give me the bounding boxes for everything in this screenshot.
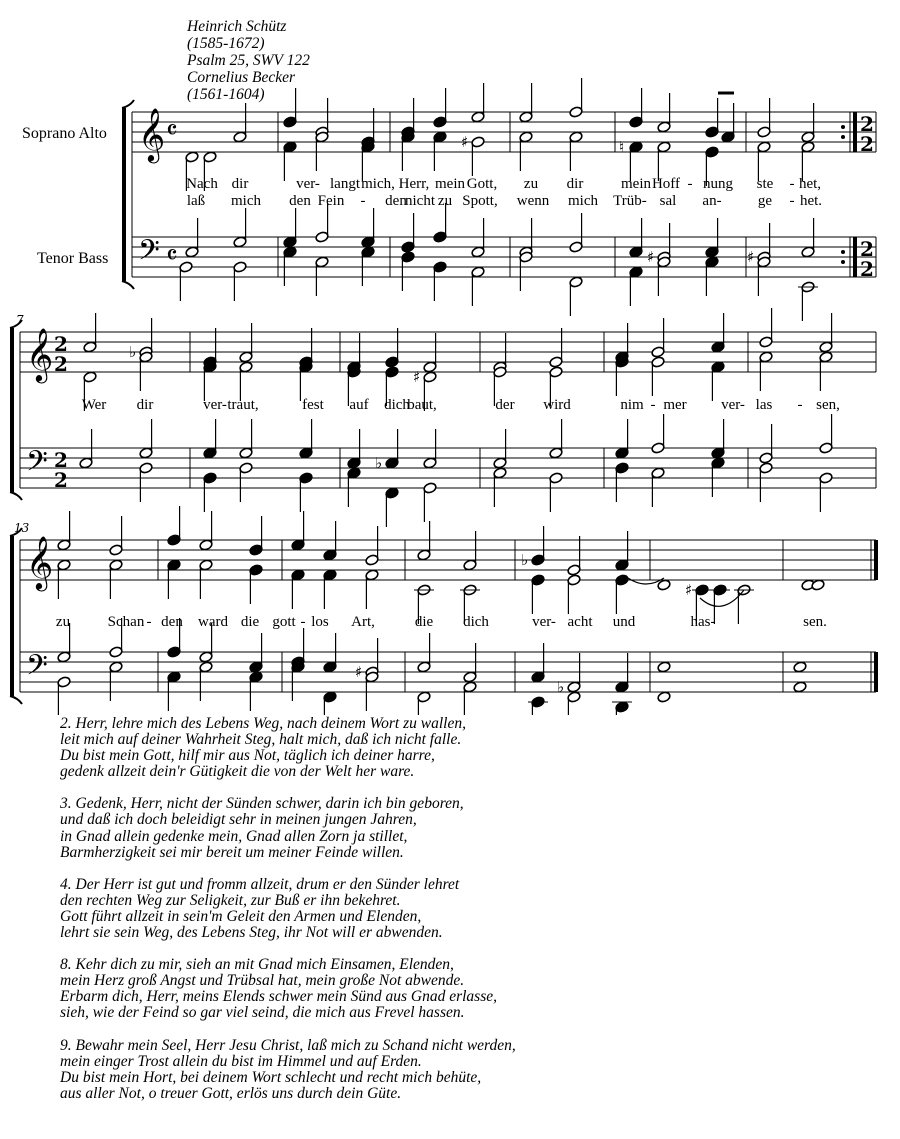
verse-line: Erbarm dich, Herr, meins Elends schwer mein Sünd aus Gnad erlasse, xyxy=(60,988,497,1006)
lyric-syllable: den xyxy=(385,193,407,209)
notehead xyxy=(365,554,379,566)
flat-icon: ♭ xyxy=(129,343,137,361)
notehead xyxy=(347,457,361,469)
verse-line: 4. Der Herr ist gut und fromm allzeit, drum er den Sünder lehret xyxy=(60,875,460,893)
notehead xyxy=(471,136,485,148)
notehead xyxy=(651,346,665,358)
flat-icon: ♭ xyxy=(557,678,565,696)
lyric-syllable: het. xyxy=(799,193,823,209)
notehead xyxy=(711,457,725,469)
notehead xyxy=(657,661,671,673)
bass-clef-icon: 𝄢 xyxy=(26,445,48,485)
lyric-syllable: den xyxy=(161,614,183,630)
lyric-syllable: dir xyxy=(136,397,154,413)
notehead xyxy=(433,261,447,273)
notehead xyxy=(629,141,643,153)
verse-line: Barmherzigkeit sei mir bereit um meiner Feinde willen. xyxy=(60,843,404,861)
lyric-syllable: ver- xyxy=(203,397,227,413)
notehead xyxy=(109,559,123,571)
verse-line: Gott führt allzeit in sein'm Geleit den Armen und Elenden, xyxy=(60,907,422,925)
verse-line: Du bist mein Hort, bei deinem Wort schlecht und recht mich behüte, xyxy=(60,1068,482,1086)
flat-icon: ♮ xyxy=(619,138,625,156)
notehead xyxy=(549,356,563,368)
notehead xyxy=(549,366,563,378)
notehead xyxy=(361,246,375,258)
system-2 xyxy=(10,308,876,527)
notehead xyxy=(109,544,123,556)
notehead xyxy=(569,131,583,143)
notehead xyxy=(721,131,735,143)
notehead xyxy=(385,356,399,368)
notehead xyxy=(531,554,545,566)
notehead xyxy=(233,236,247,248)
repeat-dot xyxy=(841,125,845,129)
lyric-syllable: ver- xyxy=(532,614,556,630)
lyric-syllable: laß xyxy=(186,193,206,209)
verse-3 xyxy=(60,877,516,941)
verse-line: mein Herz groß Angst und Trübsal hat, mein große Not abwende. xyxy=(60,972,465,990)
notehead xyxy=(757,126,771,138)
time-signature-denominator: 2 xyxy=(860,257,874,281)
repeat-dot xyxy=(841,250,845,254)
bracket-bottom xyxy=(10,696,22,704)
verse-line: und daß ich doch beleidigt sehr in meinen jungen Jahren, xyxy=(60,811,417,829)
notehead xyxy=(385,457,399,469)
treble-clef-icon: 𝄞 xyxy=(138,107,166,161)
time-signature-numerator: 2 xyxy=(860,112,874,136)
notehead xyxy=(291,539,305,551)
lyric-syllable: ver- xyxy=(296,176,320,192)
notehead xyxy=(493,467,507,479)
lyric-syllable: het, xyxy=(798,176,822,192)
lyric-syllable: mein xyxy=(435,176,465,192)
lyric-syllable: nicht xyxy=(405,193,435,209)
bracket-bottom xyxy=(10,492,22,500)
notehead xyxy=(433,116,447,128)
notehead xyxy=(57,539,71,551)
notehead xyxy=(199,559,213,571)
lyric-syllable: Nach xyxy=(186,176,218,192)
notehead xyxy=(167,559,181,571)
lyric-syllable: mich xyxy=(231,193,261,209)
notehead xyxy=(705,146,719,158)
notehead xyxy=(299,472,313,484)
lyric-syllable: traut, xyxy=(227,397,259,413)
staff-label-upper: Soprano Alto xyxy=(22,125,107,142)
notehead xyxy=(315,231,329,243)
lyric-syllable: zu xyxy=(55,614,71,630)
verse-1 xyxy=(60,716,516,780)
notehead xyxy=(109,661,123,673)
lyric-syllable: langt xyxy=(330,176,360,192)
notehead xyxy=(185,246,199,258)
notehead xyxy=(759,452,773,464)
notehead xyxy=(423,361,437,373)
lyric-syllable: zu xyxy=(437,193,453,209)
lyric-syllable: die xyxy=(414,614,434,630)
composer-dates: (1585-1672) xyxy=(187,35,265,52)
notehead xyxy=(819,351,833,363)
notehead xyxy=(793,661,807,673)
notehead xyxy=(657,121,671,133)
lyric-syllable: baut, xyxy=(407,397,437,413)
verse-line: den rechten Weg zur Seligkeit, zur Buß er ihn bekehret. xyxy=(60,891,401,909)
notehead xyxy=(83,371,97,383)
notehead xyxy=(139,447,153,459)
lyric-syllable: fest xyxy=(302,397,324,413)
lyric-syllable: die xyxy=(240,614,260,630)
verse-line: lehrt sie sein Weg, des Lebens Steg, ihr Not will er abwenden. xyxy=(60,924,443,942)
notehead xyxy=(323,549,337,561)
repeat-dot xyxy=(841,135,845,139)
notehead xyxy=(79,457,93,469)
composer-name: Heinrich Schütz xyxy=(187,18,287,35)
bass-clef-icon: 𝄢 xyxy=(138,234,160,274)
notehead xyxy=(657,691,671,703)
notehead xyxy=(471,246,485,258)
notehead xyxy=(283,116,297,128)
lyric-syllable: has- xyxy=(690,614,716,630)
lyric-syllable: - xyxy=(360,193,366,209)
verse-line: 3. Gedenk, Herr, nicht der Sünden schwer, darin ich bin geboren, xyxy=(60,795,464,813)
notehead xyxy=(401,241,415,253)
lyric-syllable: nim xyxy=(620,397,644,413)
notehead xyxy=(651,467,665,479)
notehead xyxy=(569,241,583,253)
notehead xyxy=(323,661,337,673)
verse-line: 2. Herr, lehre mich des Lebens Weg, nach deinem Wort zu wallen, xyxy=(60,715,466,732)
notehead xyxy=(385,487,399,499)
sharp-icon: ♯ xyxy=(747,248,755,266)
lyric-syllable: Trüb- xyxy=(613,193,647,209)
notehead xyxy=(233,131,247,143)
notehead xyxy=(199,651,213,663)
lyric-syllable: gott xyxy=(272,614,296,630)
notehead xyxy=(493,457,507,469)
flat-icon: ♭ xyxy=(375,454,383,472)
notehead xyxy=(139,462,153,474)
lyric-syllable: nung xyxy=(703,176,733,192)
lyric-syllable: - xyxy=(146,614,152,630)
notehead xyxy=(471,266,485,278)
notehead xyxy=(567,691,581,703)
notehead xyxy=(651,442,665,454)
time-signature-numerator: 2 xyxy=(54,448,68,472)
notehead xyxy=(657,141,671,153)
notehead xyxy=(199,539,213,551)
notehead xyxy=(759,462,773,474)
notehead xyxy=(417,661,431,673)
notehead xyxy=(801,141,815,153)
notehead xyxy=(203,472,217,484)
lyric-syllable: sen. xyxy=(803,614,827,630)
sharp-icon: ♯ xyxy=(647,248,655,266)
verse-line: aus aller Not, o treuer Gott, erlös uns durch dein Güte. xyxy=(60,1084,402,1102)
notehead xyxy=(801,131,815,143)
notehead xyxy=(811,579,825,591)
time-signature-denominator: 2 xyxy=(54,352,68,376)
lyric-syllable: mein xyxy=(621,176,651,192)
notehead xyxy=(249,564,263,576)
notehead xyxy=(417,549,431,561)
lyric-syllable: sal xyxy=(659,193,677,209)
notehead xyxy=(109,646,123,658)
notehead xyxy=(249,544,263,556)
notehead xyxy=(417,691,431,703)
repeat-dot xyxy=(841,260,845,264)
measure-number: 13 xyxy=(14,521,30,535)
notehead xyxy=(757,141,771,153)
notehead xyxy=(705,256,719,268)
bass-clef-icon: 𝄢 xyxy=(26,649,48,689)
lyric-syllable: ver- xyxy=(721,397,745,413)
notehead xyxy=(283,141,297,153)
notehead xyxy=(711,341,725,353)
notehead xyxy=(167,671,181,683)
lyric-syllable: acht xyxy=(567,614,593,630)
time-signature-denominator: 2 xyxy=(54,468,68,492)
verses-block xyxy=(60,716,516,1118)
system-3 xyxy=(10,506,876,715)
notehead xyxy=(801,246,815,258)
lyricist-name: Cornelius Becker xyxy=(187,69,296,86)
notehead xyxy=(463,671,477,683)
staff-label-lower: Tenor Bass xyxy=(37,250,109,267)
notehead xyxy=(615,447,629,459)
notehead xyxy=(819,472,833,484)
notehead xyxy=(519,111,533,123)
notehead xyxy=(705,246,719,258)
notehead xyxy=(167,646,181,658)
notehead xyxy=(347,467,361,479)
notehead xyxy=(423,482,437,494)
notehead xyxy=(569,106,583,118)
notehead xyxy=(531,671,545,683)
lyric-syllable: los xyxy=(311,614,329,630)
notehead xyxy=(299,447,313,459)
notehead xyxy=(361,236,375,248)
notehead xyxy=(711,361,725,373)
lyric-syllable: - xyxy=(300,614,306,630)
notehead xyxy=(819,341,833,353)
notehead xyxy=(291,569,305,581)
bracket-top xyxy=(122,100,134,108)
notehead xyxy=(629,116,643,128)
notehead xyxy=(549,447,563,459)
notehead xyxy=(239,462,253,474)
notehead xyxy=(629,266,643,278)
verse-line: 9. Bewahr mein Seel, Herr Jesu Christ, laß mich zu Schand nicht werden, xyxy=(60,1036,516,1054)
notehead xyxy=(615,574,629,586)
notehead xyxy=(249,661,263,673)
notehead xyxy=(233,261,247,273)
notehead xyxy=(179,261,193,273)
lyric-syllable: und xyxy=(612,614,636,630)
lyric-syllable: dir xyxy=(231,176,249,192)
lyric-syllable: an- xyxy=(702,193,722,209)
notehead xyxy=(323,691,337,703)
lyric-syllable: ward xyxy=(198,614,228,630)
lyric-syllable: Schan xyxy=(107,614,145,630)
notehead xyxy=(199,661,213,673)
verse-line: in Gnad allein gedenke mein, Gnad allen Zorn ja stillet, xyxy=(60,827,408,845)
notehead xyxy=(249,671,263,683)
treble-clef-icon: 𝄞 xyxy=(26,535,54,589)
lyric-syllable: - xyxy=(687,176,693,192)
notehead xyxy=(239,351,253,363)
notehead xyxy=(567,574,581,586)
notehead xyxy=(711,447,725,459)
notehead xyxy=(401,251,415,263)
verse-line: Du bist mein Gott, hilf mir aus Not, täglich ich deiner harre, xyxy=(60,747,435,765)
lyric-syllable: - xyxy=(789,176,795,192)
lyric-syllable: wird xyxy=(543,397,571,413)
notehead xyxy=(819,442,833,454)
notehead xyxy=(203,151,217,163)
notehead xyxy=(167,534,181,546)
notehead xyxy=(315,256,329,268)
sharp-icon: ♯ xyxy=(685,581,693,599)
verse-5 xyxy=(60,1038,516,1102)
verse-line: 8. Kehr dich zu mir, sieh an mit Gnad mich Einsamen, Elenden, xyxy=(60,956,454,974)
notehead xyxy=(365,569,379,581)
notehead xyxy=(569,276,583,288)
notehead xyxy=(83,341,97,353)
notehead xyxy=(567,564,581,576)
measure-number: 7 xyxy=(16,313,24,327)
notehead xyxy=(705,126,719,138)
notehead xyxy=(283,246,297,258)
lyric-syllable: Hoff xyxy=(651,176,681,192)
notehead xyxy=(615,681,629,693)
notehead xyxy=(385,366,399,378)
notehead xyxy=(567,681,581,693)
notehead xyxy=(615,701,629,713)
lyric-syllable: den xyxy=(289,193,311,209)
time-signature-numerator: 2 xyxy=(54,332,68,356)
notehead xyxy=(759,336,773,348)
lyric-syllable: mich xyxy=(568,193,598,209)
notehead xyxy=(57,651,71,663)
verse-line: leit mich auf deiner Wahrheit Steg, halt mich, daß ich nicht falle. xyxy=(60,731,462,749)
lyric-syllable: dich xyxy=(463,614,489,630)
notehead xyxy=(629,246,643,258)
verse-2 xyxy=(60,796,516,860)
notehead xyxy=(203,447,217,459)
lyric-syllable: Wer xyxy=(81,397,107,413)
lyric-syllable: las xyxy=(755,397,773,413)
lyric-syllable: - xyxy=(789,193,795,209)
verse-line: sieh, wie der Feind so gar viel seind, die mich aus Frevel hassen. xyxy=(60,1004,465,1022)
notehead xyxy=(549,472,563,484)
lyric-syllable: zu xyxy=(523,176,539,192)
lyric-syllable: ge xyxy=(757,193,773,209)
lyric-syllable: mer xyxy=(663,397,687,413)
lyric-syllable: Art, xyxy=(351,614,375,630)
lyric-syllable: Gott, xyxy=(466,176,498,192)
notehead xyxy=(433,131,447,143)
notehead xyxy=(759,351,773,363)
lyric-syllable: Herr, xyxy=(398,176,430,192)
lyric-syllable: mich, xyxy=(361,176,395,192)
lyric-syllable: der xyxy=(495,397,515,413)
time-signature-numerator: 2 xyxy=(860,237,874,261)
notehead xyxy=(463,681,477,693)
lyric-syllable: dich xyxy=(384,397,410,413)
time-signature-denominator: 2 xyxy=(860,132,874,156)
notehead xyxy=(57,559,71,571)
notehead xyxy=(463,559,477,571)
lyric-syllable: - xyxy=(650,397,656,413)
flat-icon: ♭ xyxy=(521,551,529,569)
notehead xyxy=(423,371,437,383)
common-time-icon: 𝄴 xyxy=(166,116,178,146)
treble-clef-icon: 𝄞 xyxy=(26,327,54,381)
lyric-syllable: dir xyxy=(566,176,584,192)
notehead xyxy=(283,236,297,248)
verse-line: gedenk allzeit dein'r Gütigkeit die von der Welt her ware. xyxy=(60,763,415,781)
lyric-syllable: sen, xyxy=(816,397,840,413)
notehead xyxy=(471,111,485,123)
lyricist-dates: (1561-1604) xyxy=(187,86,265,103)
verse-line: mein einger Trost allein du bist im Himmel und auf Erden. xyxy=(60,1052,422,1070)
sharp-icon: ♯ xyxy=(413,368,421,386)
notehead xyxy=(239,361,253,373)
notehead xyxy=(615,462,629,474)
notehead xyxy=(531,574,545,586)
notehead xyxy=(323,569,337,581)
lyric-syllable: Spott, xyxy=(462,193,498,209)
sharp-icon: ♯ xyxy=(355,663,363,681)
bracket-bottom xyxy=(122,281,134,289)
lyric-syllable: Fein xyxy=(317,193,345,209)
lyric-syllable: - xyxy=(797,397,803,413)
lyric-syllable: auf xyxy=(349,397,369,413)
work-title: Psalm 25, SWV 122 xyxy=(187,52,310,69)
notehead xyxy=(423,457,437,469)
lyric-syllable: ste xyxy=(756,176,774,192)
lyric-syllable: wenn xyxy=(516,193,550,209)
notehead xyxy=(615,559,629,571)
notehead xyxy=(793,681,807,693)
sharp-icon: ♯ xyxy=(461,133,469,151)
notehead xyxy=(651,356,665,368)
notehead xyxy=(57,676,71,688)
notehead xyxy=(519,131,533,143)
notehead xyxy=(239,447,253,459)
common-time-icon: 𝄴 xyxy=(166,241,178,271)
verse-4 xyxy=(60,957,516,1021)
notehead xyxy=(185,151,199,163)
notehead xyxy=(433,231,447,243)
